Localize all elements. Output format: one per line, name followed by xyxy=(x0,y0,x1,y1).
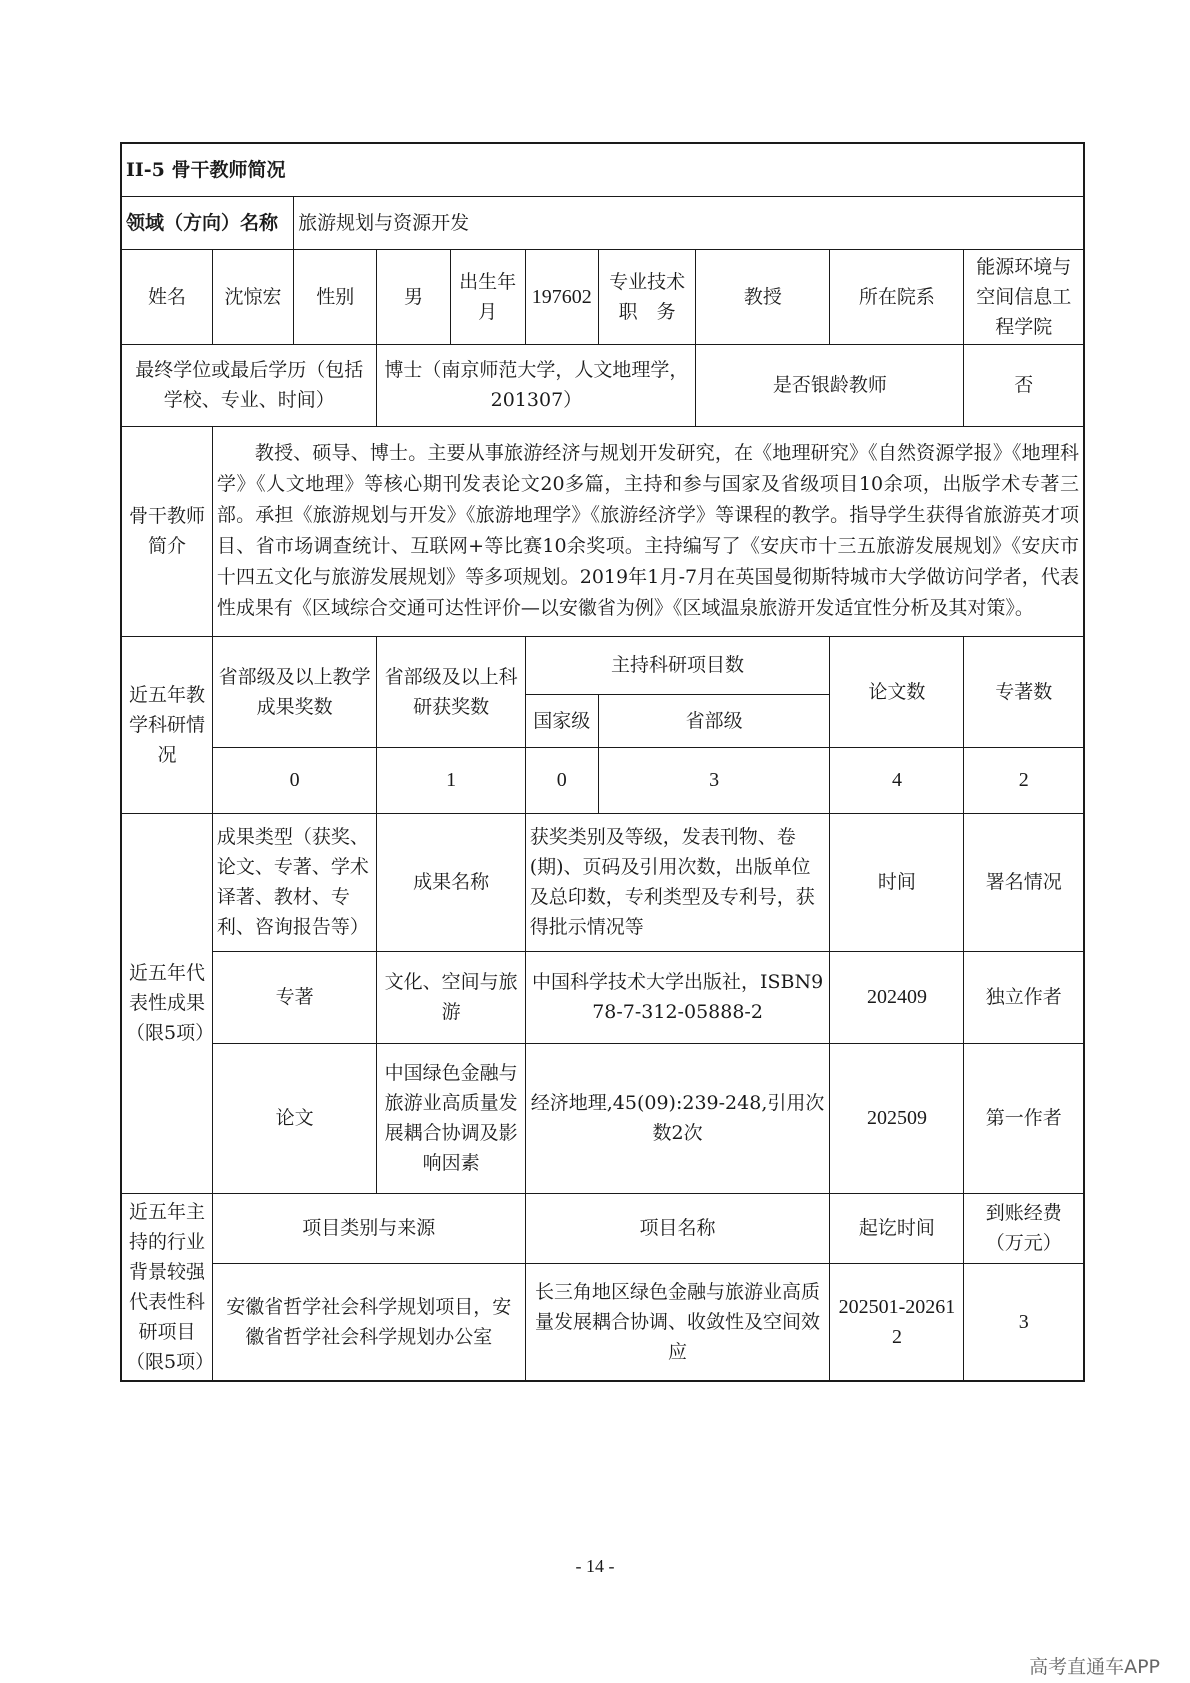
project-name: 长三角地区绿色金融与旅游业高质量发展耦合协调、收敛性及空间效应 xyxy=(525,1263,830,1381)
achievement-time: 202409 xyxy=(830,951,964,1043)
section-title: II-5 骨干教师简况 xyxy=(121,143,1084,196)
achievement-author: 独立作者 xyxy=(964,951,1084,1043)
project-source: 安徽省哲学社会科学规划项目，安徽省哲学社会科学规划办公室 xyxy=(212,1263,525,1381)
birth-label: 出生年月 xyxy=(450,249,525,344)
birth-value: 197602 xyxy=(525,249,598,344)
projects-header-period: 起讫时间 xyxy=(830,1193,964,1263)
gender-label: 性别 xyxy=(294,249,377,344)
achievements-header-time: 时间 xyxy=(830,813,964,951)
degree-label: 最终学位或最后学历（包括学校、专业、时间） xyxy=(121,344,377,426)
stats-header-provincial: 省部级 xyxy=(598,694,830,747)
achievements-label: 近五年代表性成果（限5项） xyxy=(121,813,212,1193)
stats-header-books: 专著数 xyxy=(964,636,1084,747)
achievement-name: 中国绿色金融与旅游业高质量发展耦合协调及影响因素 xyxy=(377,1043,525,1193)
achievements-header-detail: 获奖类别及等级，发表刊物、卷(期)、页码及引用次数，出版单位及总印数，专利类型及专利号，获得批示情况等 xyxy=(525,813,830,951)
silver-teacher-label: 是否银龄教师 xyxy=(696,344,964,426)
college-value: 能源环境与空间信息工程学院 xyxy=(964,249,1084,344)
stats-header-projects: 主持科研项目数 xyxy=(525,636,830,694)
achievement-detail: 中国科学技术大学出版社，ISBN978-7-312-05888-2 xyxy=(525,951,830,1043)
projects-label: 近五年主持的行业背景较强代表性科研项目（限5项） xyxy=(121,1193,212,1381)
page-number: - 14 - xyxy=(575,1556,615,1576)
name-value: 沈惊宏 xyxy=(212,249,293,344)
stats-header-research-awards: 省部级及以上科研获奖数 xyxy=(377,636,525,747)
teacher-profile-table xyxy=(120,142,1085,1382)
achievement-detail: 经济地理,45(09):239-248,引用次数2次 xyxy=(525,1043,830,1193)
stats-research-awards-value: 1 xyxy=(377,747,525,813)
field-label: 领域（方向）名称 xyxy=(121,196,294,249)
college-label: 所在院系 xyxy=(830,249,964,344)
projects-header-funding: 到账经费（万元） xyxy=(964,1193,1084,1263)
field-value: 旅游规划与资源开发 xyxy=(294,196,1084,249)
stats-provincial-value: 3 xyxy=(598,747,830,813)
degree-value: 博士（南京师范大学，人文地理学，201307） xyxy=(377,344,696,426)
achievement-author: 第一作者 xyxy=(964,1043,1084,1193)
stats-books-value: 2 xyxy=(964,747,1084,813)
achievement-row xyxy=(121,951,1084,1043)
stats-header-papers: 论文数 xyxy=(830,636,964,747)
achievements-header-name: 成果名称 xyxy=(377,813,525,951)
intro-label: 骨干教师简介 xyxy=(121,426,212,636)
achievement-row xyxy=(121,1043,1084,1193)
achievement-type: 论文 xyxy=(212,1043,377,1193)
stats-papers-value: 4 xyxy=(830,747,964,813)
watermark: 高考直通车APP xyxy=(1029,1656,1160,1678)
project-period: 202501-202612 xyxy=(830,1263,964,1381)
projects-header-name: 项目名称 xyxy=(525,1193,830,1263)
title-label: 专业技术职 务 xyxy=(598,249,696,344)
achievements-header-type: 成果类型（获奖、论文、专著、学术译著、教材、专利、咨询报告等） xyxy=(212,813,377,951)
project-row xyxy=(121,1263,1084,1381)
project-funding: 3 xyxy=(964,1263,1084,1381)
name-label: 姓名 xyxy=(121,249,212,344)
achievement-name: 文化、空间与旅游 xyxy=(377,951,525,1043)
stats-national-value: 0 xyxy=(525,747,598,813)
intro-text: 教授、硕导、博士。主要从事旅游经济与规划开发研究，在《地理研究》《自然资源学报》《地理科学》《人文地理》等核心期刊发表论文20多篇，主持和参与国家及省级项目10余项，出版学术专著三部。承担《旅游规划与开发》《旅游地理学》《旅游经济学》等课程的教学。指导学生获得省旅游英才项目、省市场调查统计、互联网+等比赛10余奖项。主持编写了《安庆市十三五旅游发展规划》《安庆市十四五文化与旅游发展规划》等多项规划。2019年1月-7月在英国曼彻斯特城市大学做访问学者，代表性成果有《区域综合交通可达性评价—以安徽省为例》《区域温泉旅游开发适宜性分析及其对策》。 xyxy=(212,426,1084,636)
stats-teaching-awards-value: 0 xyxy=(212,747,377,813)
gender-value: 男 xyxy=(377,249,450,344)
achievements-header-author: 署名情况 xyxy=(964,813,1084,951)
stats-header-national: 国家级 xyxy=(525,694,598,747)
achievement-time: 202509 xyxy=(830,1043,964,1193)
achievement-type: 专著 xyxy=(212,951,377,1043)
silver-teacher-value: 否 xyxy=(964,344,1084,426)
projects-header-source: 项目类别与来源 xyxy=(212,1193,525,1263)
stats-label: 近五年教学科研情况 xyxy=(121,636,212,813)
title-value: 教授 xyxy=(696,249,830,344)
stats-header-teaching-awards: 省部级及以上教学成果奖数 xyxy=(212,636,377,747)
